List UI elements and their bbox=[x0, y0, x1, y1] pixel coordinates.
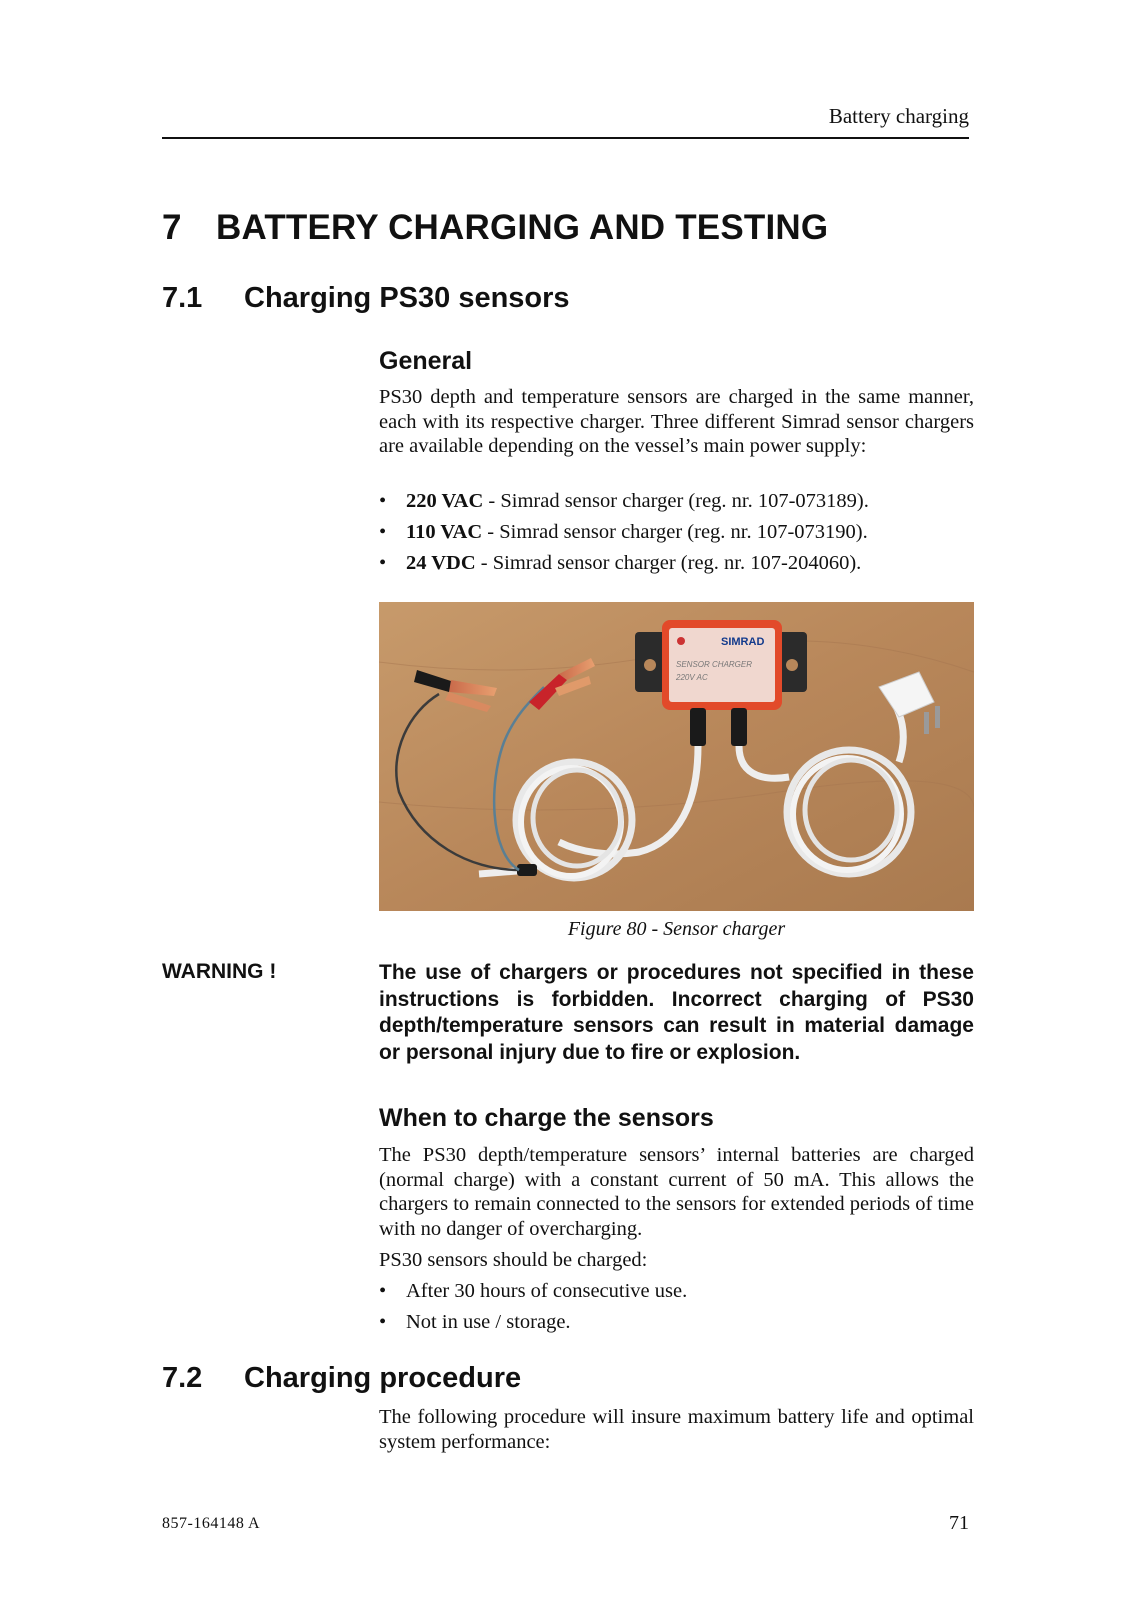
list-item-text: - Simrad sensor charger (reg. nr. 107-073190). bbox=[482, 521, 868, 543]
sensor-charger-photo bbox=[379, 602, 974, 911]
photo-illustration bbox=[379, 602, 974, 911]
list-item-bold: 220 VAC bbox=[406, 490, 484, 512]
general-heading: General bbox=[379, 347, 473, 375]
procedure-intro-text: The following procedure will insure maximum battery life and optimal system performance: bbox=[379, 1406, 974, 1453]
running-header: Battery charging bbox=[828, 104, 969, 128]
section-7-1-heading bbox=[162, 282, 570, 315]
when-para-2-text: PS30 sensors should be charged: bbox=[379, 1249, 648, 1271]
section-7-2-heading bbox=[162, 1362, 521, 1395]
chapter-title bbox=[162, 208, 828, 248]
header-rule bbox=[162, 137, 969, 139]
procedure-intro bbox=[379, 1405, 974, 1454]
section-title: Charging procedure bbox=[244, 1362, 522, 1394]
when-para-1-text: The PS30 depth/temperature sensors’ internal batteries are charged (normal charge) with a constant current of 50 mA. This allows the chargers to remain connected to the sensors for extended periods of time with no danger of overcharging. bbox=[379, 1144, 974, 1240]
list-item: • Not in use / storage. bbox=[379, 1310, 687, 1341]
list-item-bold: 110 VAC bbox=[406, 521, 483, 543]
list-item bbox=[379, 489, 869, 520]
chapter-number: 7 bbox=[162, 208, 182, 247]
list-item-text: - Simrad sensor charger (reg. nr. 107-073189). bbox=[483, 490, 869, 512]
list-item-text: - Simrad sensor charger (reg. nr. 107-204060). bbox=[475, 552, 862, 574]
charge-conditions-list bbox=[379, 1279, 687, 1341]
when-to-charge-heading: When to charge the sensors bbox=[379, 1104, 714, 1132]
general-intro bbox=[379, 385, 974, 459]
list-item bbox=[379, 551, 869, 582]
section-title: Charging PS30 sensors bbox=[244, 282, 570, 314]
section-number: 7.2 bbox=[162, 1362, 203, 1394]
section-number: 7.1 bbox=[162, 282, 203, 314]
figure-caption: Figure 80 - Sensor charger bbox=[567, 918, 786, 940]
warning-text: The use of chargers or procedures not specified in these instructions is forbidden. Incorrect charging of PS30 depth/temperature sensors can result in material damage or personal injury due to fire or explosion. bbox=[379, 961, 974, 1064]
when-para-2 bbox=[379, 1248, 974, 1273]
device-label-1: SENSOR CHARGER bbox=[676, 660, 753, 669]
charger-list bbox=[379, 489, 869, 582]
document-id: 857-164148 A bbox=[162, 1515, 260, 1532]
list-item-bold: 24 VDC bbox=[406, 552, 476, 574]
list-item bbox=[379, 520, 869, 551]
brand-logo: SIMRAD bbox=[721, 636, 765, 648]
page-number: 71 bbox=[949, 1512, 969, 1534]
general-intro-text: PS30 depth and temperature sensors are charged in the same manner, each with its respective charger. Three different Simrad sensor chargers are available depending on the vessel’s main power supply: bbox=[379, 386, 974, 457]
device-label-2: 220V AC bbox=[676, 673, 708, 682]
when-para-1 bbox=[379, 1143, 974, 1241]
chapter-title-text: BATTERY CHARGING AND TESTING bbox=[216, 208, 829, 247]
list-item: • After 30 hours of consecutive use. bbox=[379, 1279, 687, 1310]
warning-label: WARNING ! bbox=[162, 960, 277, 983]
